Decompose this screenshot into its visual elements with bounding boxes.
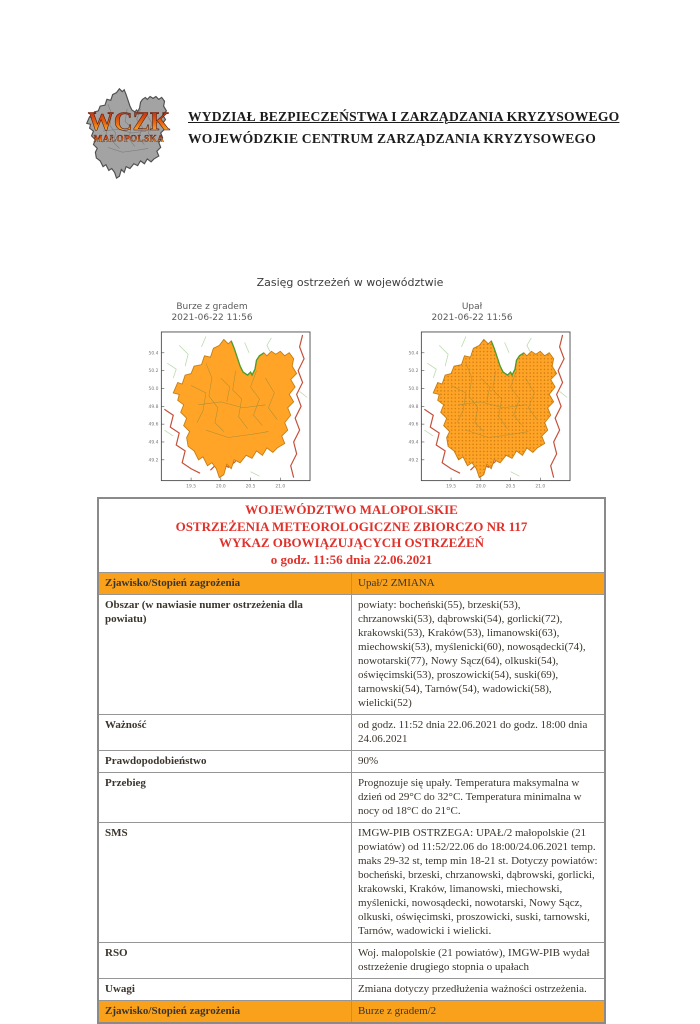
svg-text:49.2: 49.2 (408, 458, 419, 464)
row-label: Zjawisko/Stopień zagrożenia (98, 573, 352, 595)
row-label: Uwagi (98, 979, 352, 1001)
issue-time: o godz. 11:56 dnia 22.06.2021 (270, 551, 433, 567)
row-value: IMGW-PIB OSTRZEGA: UPAŁ/2 małopolskie (21 powiatów) od 11:52/22.06 do 18:00/24.06.2021 temp. maks 29-32 st, temp min 18-21 st. Dotyczy powiatów: bocheński, brzeski, chrzanowski, dąbrowski, gorlicki, krakowski, Kraków, limanowski, miechowski, myślenicki, nowosądecki, nowotarski, Nowy Sącz, olkuski, oświęcimski, proszowicki, suski, tarnowski, Tarnów, wadowicki i wielicki. (352, 823, 606, 943)
svg-text:50.2: 50.2 (408, 369, 419, 375)
table-row-sms (98, 823, 605, 943)
svg-text:21.0: 21.0 (275, 484, 286, 490)
map-phenomenon: Upał (461, 302, 483, 312)
row-label: Ważność (98, 715, 352, 751)
svg-text:20.0: 20.0 (215, 484, 226, 490)
logo-acronym: WCZK (87, 107, 171, 137)
row-value: Upał/2 ZMIANA (352, 573, 606, 595)
center-title: WOJEWÓDZKIE CENTRUM ZARZĄDZANIA KRYZYSOWEGO (188, 131, 597, 146)
svg-text:49.4: 49.4 (408, 440, 419, 446)
table-row-rso (98, 943, 605, 979)
svg-text:21.0: 21.0 (535, 484, 546, 490)
list-title: WYKAZ OBOWIĄZUJĄCYCH OSTRZEŻEŃ (218, 535, 485, 550)
svg-text:50.4: 50.4 (148, 351, 159, 357)
svg-text:19.5: 19.5 (186, 484, 197, 490)
org-header (188, 106, 633, 150)
table-title-cell (98, 498, 605, 573)
row-value: Prognozuje się upały. Temperatura maksymalna w dzień od 29°C do 32°C. Temperatura minimalna w nocy od 18°C do 21°C. (352, 773, 606, 823)
row-value: 90% (352, 751, 606, 773)
row-value: powiaty: bocheński(55), brzeski(53), chrzanowski(53), dąbrowski(54), gorlicki(72), krakowski(53), Kraków(53), limanowski(63), miechowski(53), myślenicki(60), nowosądecki(74), nowotarski(77), Nowy Sącz(64), olkuski(54), oświęcimski(53), proszowicki(54), suski(69), tarnowski(54), Tarnów(54), wadowicki(58), wielicki(52) (352, 595, 606, 715)
svg-text:20.5: 20.5 (245, 484, 256, 490)
svg-text:49.8: 49.8 (408, 404, 419, 410)
svg-text:49.4: 49.4 (148, 440, 159, 446)
svg-text:50.4: 50.4 (408, 351, 419, 357)
row-value: Zmiana dotyczy przedłużenia ważności ostrzeżenia. (352, 979, 606, 1001)
svg-text:50.2: 50.2 (148, 369, 159, 375)
table-row-phenomenon-heat (98, 573, 605, 595)
map-storms-with-hail (141, 329, 317, 494)
table-row-area (98, 595, 605, 715)
row-label: RSO (98, 943, 352, 979)
maps-section-title: Zasięg ostrzeżeń w województwie (256, 276, 444, 289)
row-label: Obszar (w nawiasie numer ostrzeżenia dla powiatu) (98, 595, 352, 715)
row-label: Zjawisko/Stopień zagrożenia (98, 1001, 352, 1024)
row-value: Burze z gradem/2 (352, 1001, 606, 1024)
map-label-heat (382, 302, 562, 324)
svg-text:50.0: 50.0 (408, 386, 419, 392)
table-row-validity (98, 715, 605, 751)
svg-text:49.6: 49.6 (408, 422, 419, 428)
svg-text:20.5: 20.5 (505, 484, 516, 490)
wczk-logo (78, 84, 180, 182)
bulletin-number: OSTRZEŻENIA METEOROLOGICZNE ZBIORCZO NR 117 (175, 518, 528, 534)
department-title: WYDZIAŁ BEZPIECZEŃSTWA I ZARZĄDZANIA KRYZYSOWEGO (188, 109, 620, 124)
voivodeship-title: WOJEWÓDZTWO MALOPOLSKIE (245, 502, 458, 517)
map-timestamp: 2021-06-22 11:56 (431, 313, 513, 323)
row-label: Przebieg (98, 773, 352, 823)
svg-text:49.8: 49.8 (148, 404, 159, 410)
map-phenomenon: Burze z gradem (176, 302, 248, 312)
map-label-storms (122, 302, 302, 324)
svg-text:19.5: 19.5 (446, 484, 457, 490)
row-label: Prawdopodobieństwo (98, 751, 352, 773)
svg-text:50.0: 50.0 (148, 386, 159, 392)
row-value: Woj. malopolskie (21 powiatów), IMGW-PIB wydał ostrzeżenie drugiego stopnia o upałach (352, 943, 606, 979)
svg-text:49.6: 49.6 (148, 422, 159, 428)
malopolska-logo-map (78, 84, 180, 182)
warning-table (97, 497, 606, 1024)
table-title-row (98, 498, 605, 573)
row-value: od godz. 11:52 dnia 22.06.2021 do godz. 18:00 dnia 24.06.2021 (352, 715, 606, 751)
table-row-course (98, 773, 605, 823)
svg-text:20.0: 20.0 (475, 484, 486, 490)
table-row-phenomenon-storms (98, 1001, 605, 1024)
map-heat (401, 329, 577, 494)
svg-text:49.2: 49.2 (148, 458, 159, 464)
table-row-probability (98, 751, 605, 773)
map-timestamp: 2021-06-22 11:56 (171, 313, 253, 323)
row-label: SMS (98, 823, 352, 943)
logo-region-name: MAŁOPOLSKA (93, 133, 165, 144)
